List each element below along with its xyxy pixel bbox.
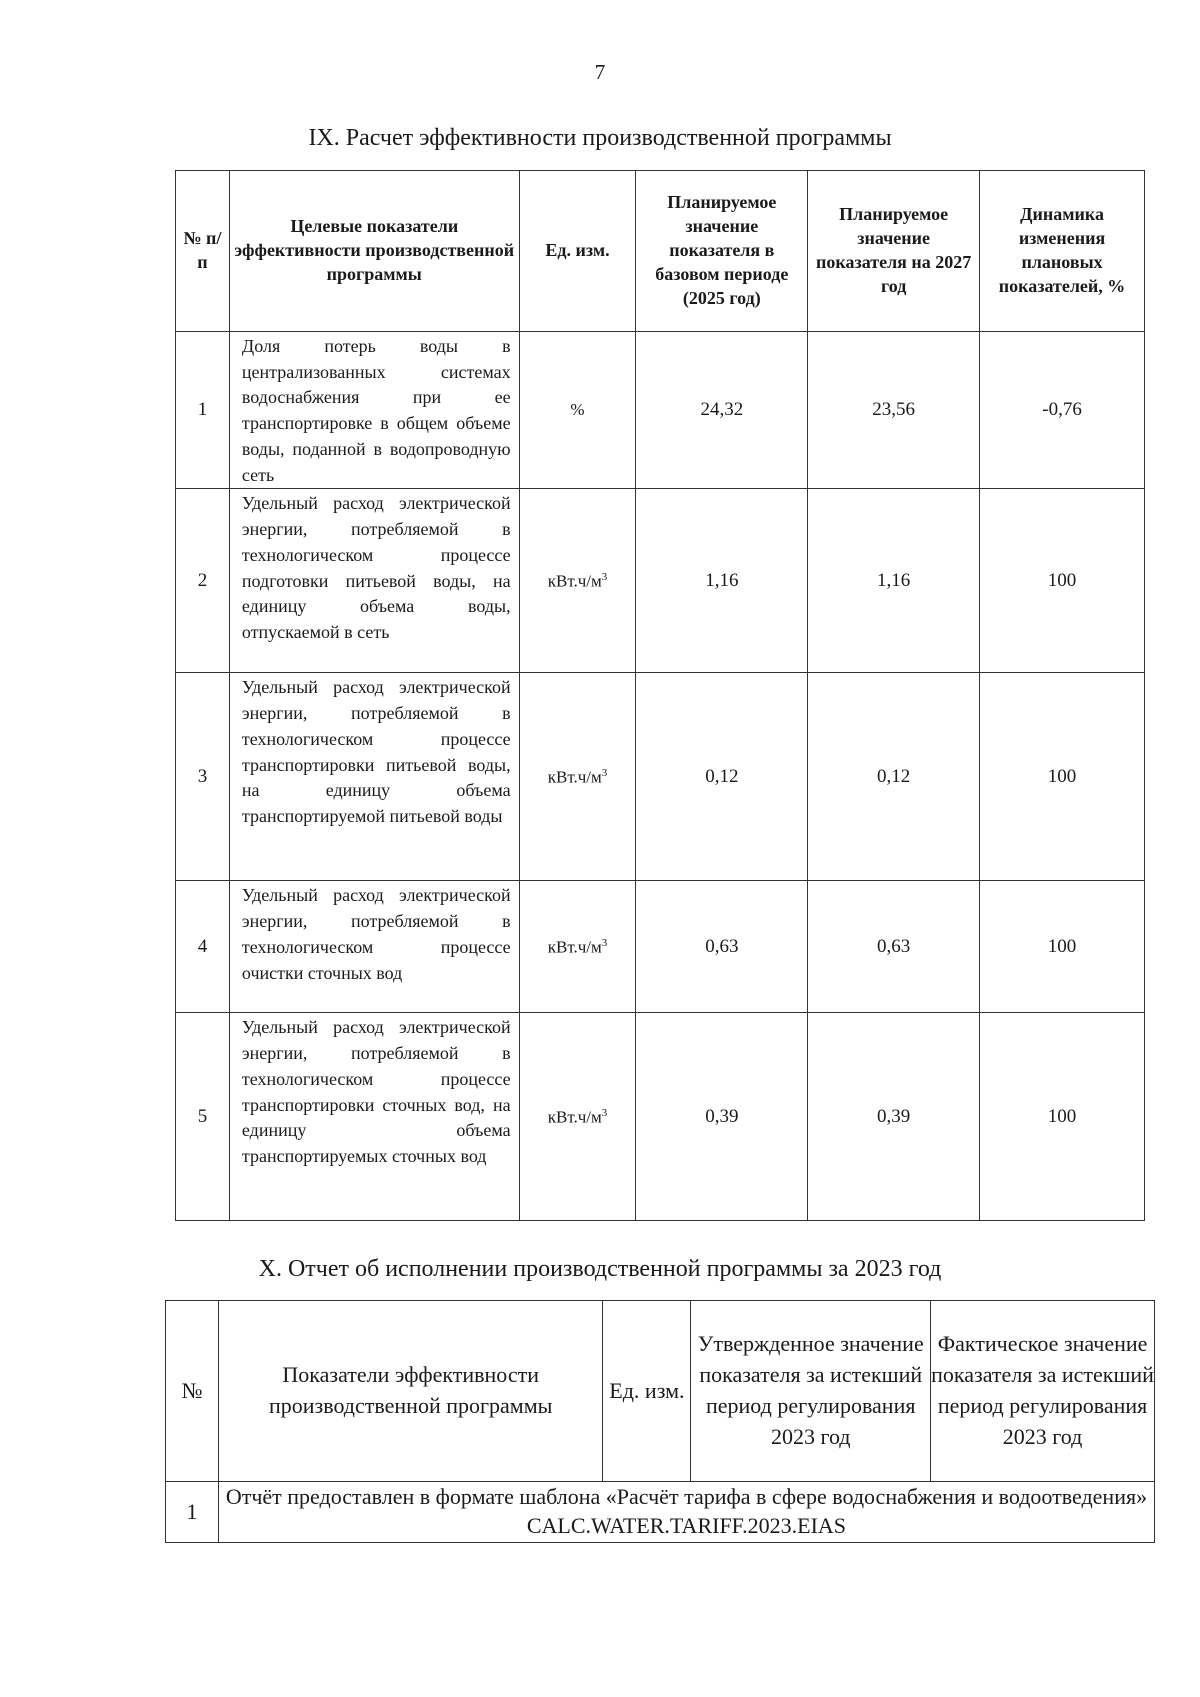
- row-num: 3: [176, 673, 230, 881]
- row-base-value: 0,39: [636, 1013, 808, 1221]
- header-actual-value: Фактическое значение показателя за истекший период регулирования 2023 год: [931, 1301, 1155, 1482]
- header-unit: Ед. изм.: [603, 1301, 691, 1482]
- header-unit: Ед. изм.: [519, 171, 636, 332]
- row-base-value: 24,32: [636, 332, 808, 489]
- row-num: 1: [176, 332, 230, 489]
- unit-text: кВт.ч/м: [547, 1107, 602, 1127]
- row-num: 4: [176, 881, 230, 1013]
- header-num: № п/п: [176, 171, 230, 332]
- header-indicator: Показатели эффективности производственной программы: [218, 1301, 603, 1482]
- unit-superscript: 3: [601, 936, 608, 949]
- header-num: №: [166, 1301, 219, 1482]
- unit-text: кВт.ч/м: [547, 937, 602, 957]
- row-dynamics: 100: [980, 1013, 1145, 1221]
- row-indicator: Удельный расход электрической энергии, потребляемой в технологическом процессе подготовки питьевой воды, на единицу объема воды, отпускаемой в сеть: [229, 489, 519, 673]
- row-dynamics: -0,76: [980, 332, 1145, 489]
- page-number: 7: [594, 60, 606, 84]
- row-num: 5: [176, 1013, 230, 1221]
- header-dynamics: Динамика изменения плановых показателей, %: [980, 171, 1145, 332]
- row-indicator: Доля потерь воды в централизованных системах водоснабжения при ее транспортировке в общем объеме воды, поданной в водопроводную сеть: [229, 332, 519, 489]
- unit-superscript: 3: [601, 570, 608, 583]
- section-9-title: IX. Расчет эффективности производственной программы: [308, 125, 892, 151]
- row-dynamics: 100: [980, 881, 1145, 1013]
- table-row: [176, 1013, 1145, 1221]
- row-indicator: Удельный расход электрической энергии, потребляемой в технологическом процессе транспортировки сточных вод, на единицу объема транспортируемых сточных вод: [229, 1013, 519, 1221]
- header-indicator: Целевые показатели эффективности производственной программы: [229, 171, 519, 332]
- row-base-value: 1,16: [636, 489, 808, 673]
- row-unit: [519, 489, 636, 673]
- row-unit: [519, 881, 636, 1013]
- unit-superscript: 3: [601, 1106, 608, 1119]
- table-row: [176, 881, 1145, 1013]
- header-plan-value: Планируемое значение показателя на 2027 год: [808, 171, 980, 332]
- row-base-value: 0,63: [636, 881, 808, 1013]
- row-plan-value: 0,63: [808, 881, 980, 1013]
- table-row: [176, 673, 1145, 881]
- row-plan-value: 0,12: [808, 673, 980, 881]
- table-row: [176, 332, 1145, 489]
- table-row: [166, 1482, 1155, 1543]
- row-dynamics: 100: [980, 489, 1145, 673]
- row-unit: %: [519, 332, 636, 489]
- unit-text: кВт.ч/м: [547, 571, 602, 591]
- row-indicator: Удельный расход электрической энергии, потребляемой в технологическом процессе транспортировки питьевой воды, на единицу объема транспортируемой питьевой воды: [229, 673, 519, 881]
- row-num: 1: [166, 1482, 219, 1543]
- row-plan-value: 1,16: [808, 489, 980, 673]
- row-num: 2: [176, 489, 230, 673]
- unit-text: кВт.ч/м: [547, 767, 602, 787]
- header-approved-value: Утвержденное значение показателя за истекший период регулирования 2023 год: [691, 1301, 931, 1482]
- program-execution-report-table: [165, 1300, 1155, 1543]
- row-report-note: Отчёт предоставлен в формате шаблона «Расчёт тарифа в сфере водоснабжения и водоотведения» CALC.WATER.TARIFF.2023.EIAS: [218, 1482, 1154, 1543]
- row-plan-value: 0,39: [808, 1013, 980, 1221]
- unit-superscript: 3: [601, 766, 608, 779]
- row-base-value: 0,12: [636, 673, 808, 881]
- table-header-row: [166, 1301, 1155, 1482]
- row-dynamics: 100: [980, 673, 1145, 881]
- table-header-row: [176, 171, 1145, 332]
- efficiency-calculation-table: [175, 170, 1145, 1221]
- row-plan-value: 23,56: [808, 332, 980, 489]
- row-unit: [519, 1013, 636, 1221]
- row-indicator: Удельный расход электрической энергии, потребляемой в технологическом процессе очистки сточных вод: [229, 881, 519, 1013]
- header-base-value: Планируемое значение показателя в базовом периоде (2025 год): [636, 171, 808, 332]
- section-10-title: X. Отчет об исполнении производственной программы за 2023 год: [258, 1256, 942, 1282]
- row-unit: [519, 673, 636, 881]
- table-row: [176, 489, 1145, 673]
